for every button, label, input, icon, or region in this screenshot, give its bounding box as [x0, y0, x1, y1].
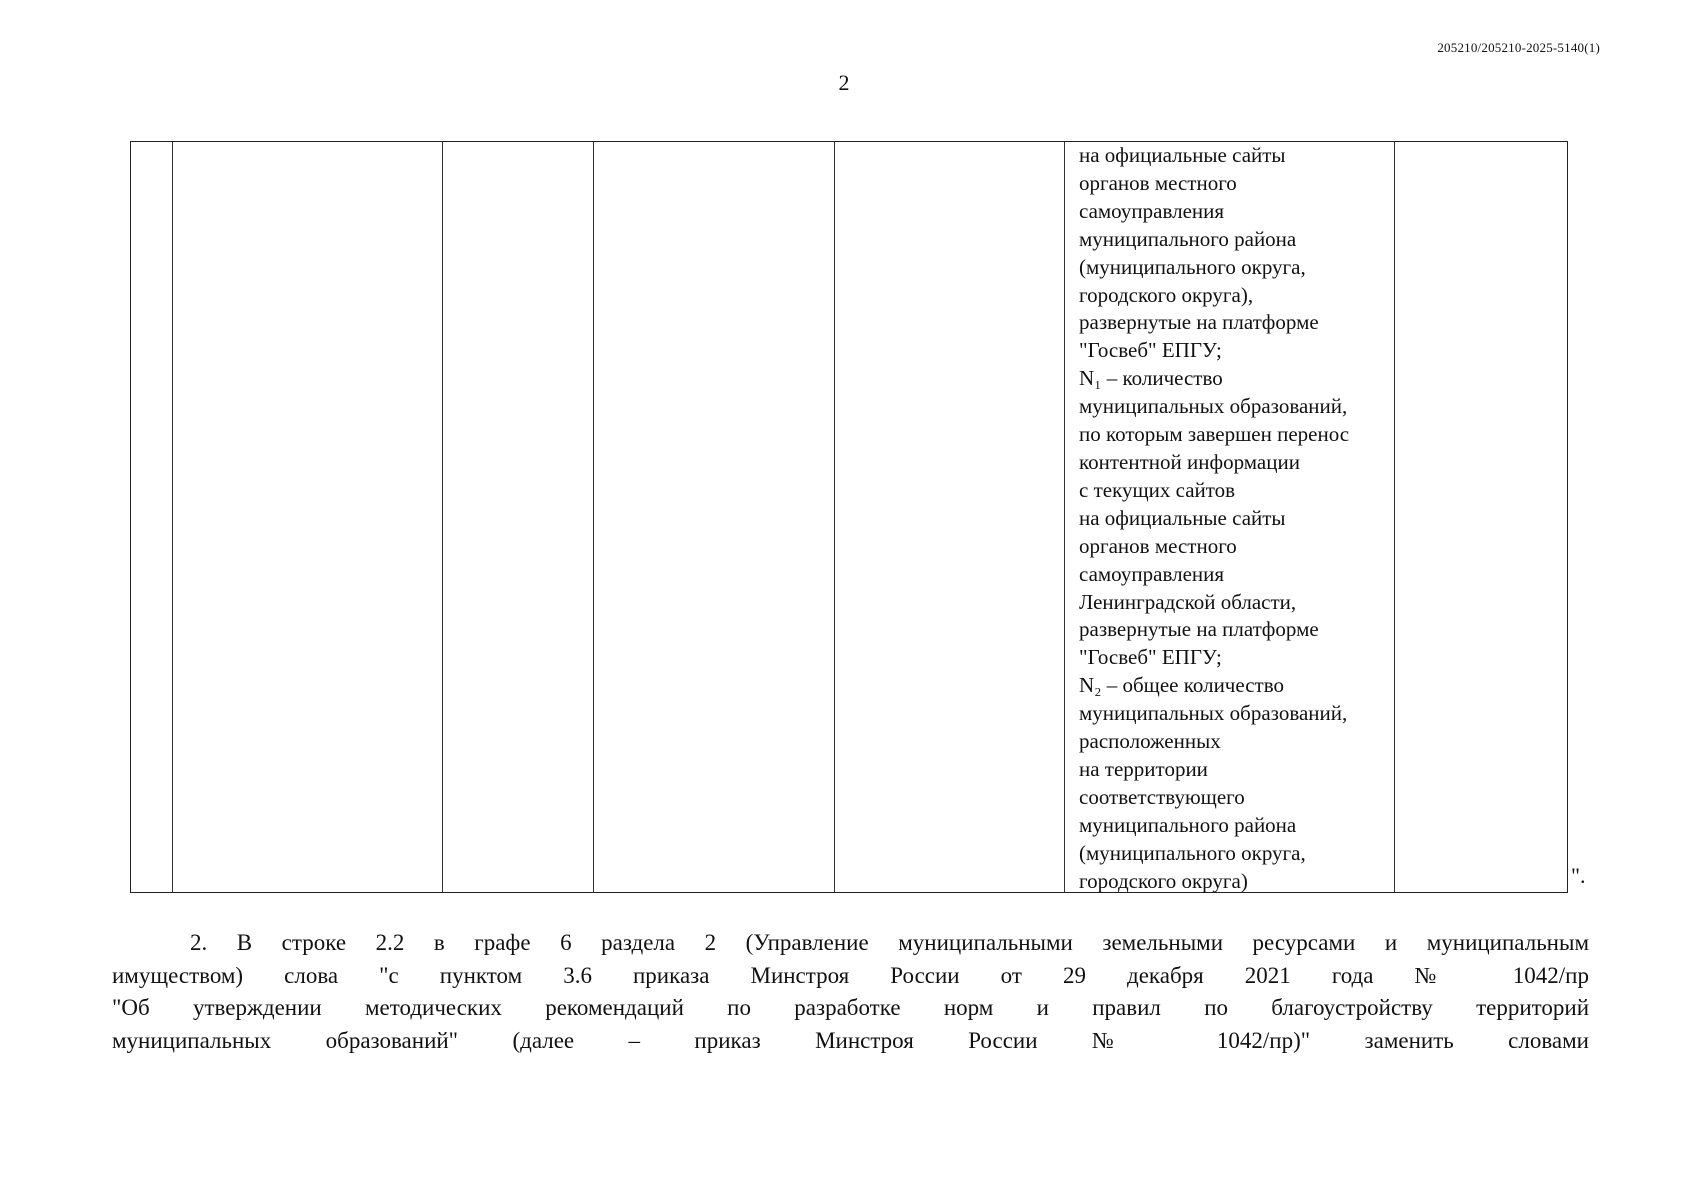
cell-text-line: городского округа) [1079, 868, 1248, 893]
table-column-divider [1394, 142, 1395, 892]
paragraph-line: 2. В строке 2.2 в графе 6 раздела 2 (Управление муниципальными земельными ресурсами и муниципальным [190, 930, 1589, 955]
cell-text-line: Ленинградской области, [1079, 589, 1297, 614]
cell-text-line: самоуправления [1079, 198, 1225, 223]
page-number: 2 [838, 70, 850, 95]
document-id: 205210/205210-2025-5140(1) [1437, 40, 1600, 55]
cell-text-line: муниципального района [1079, 226, 1297, 251]
table-column-divider [442, 142, 443, 892]
cell-text-line: на территории [1079, 756, 1208, 781]
cell-text-line: (муниципального округа, [1079, 254, 1306, 279]
cell-text-line: муниципальных образований, [1079, 701, 1348, 726]
cell-text-line: органов местного [1079, 170, 1237, 195]
table-column-divider [834, 142, 835, 892]
cell-text-line: муниципальных образований, [1079, 394, 1348, 419]
amendment-paragraph [112, 927, 1589, 1057]
cell-text-line: с текущих сайтов [1079, 477, 1236, 502]
cell-text-line: органов местного [1079, 533, 1237, 558]
paragraph-line: имуществом) слова "с пунктом 3.6 приказа Минстроя России от 29 декабря 2021 года № 1042/пр [112, 962, 1589, 988]
paragraph-line: "Об утверждении методических рекомендаций по разработке норм и правил по благоустройству территорий [112, 995, 1589, 1020]
cell-text-line: N₂ – общее количество [1079, 673, 1284, 698]
cell-text-line: на официальные сайты [1079, 143, 1286, 167]
cell-text-line: расположенных [1079, 729, 1221, 754]
cell-text-line: развернутые на платформе [1079, 617, 1319, 642]
table-cell-formula-description [1071, 142, 1391, 895]
cell-text-line: (муниципального округа, [1079, 840, 1306, 865]
cell-text-line: развернутые на платформе [1079, 310, 1319, 335]
cell-text-line: N₁ – количество [1079, 366, 1223, 391]
closing-quote-mark: ". [1571, 863, 1586, 888]
cell-text-line: соответствующего [1079, 784, 1245, 809]
continuation-table [130, 141, 1568, 893]
table-column-divider [593, 142, 594, 892]
cell-text-line: на официальные сайты [1079, 505, 1286, 530]
cell-text-line: по которым завершен перенос [1079, 422, 1350, 447]
table-column-divider [1064, 142, 1065, 892]
cell-text-line: "Госвеб" ЕПГУ; [1079, 645, 1222, 670]
cell-text-line: контентной информации [1079, 449, 1300, 474]
cell-text-line: самоуправления [1079, 561, 1225, 586]
cell-text-line: городского округа), [1079, 282, 1254, 307]
paragraph-line: муниципальных образований" (далее – приказ Минстроя России № 1042/пр)" заменить словами [112, 1027, 1589, 1053]
cell-text-line: муниципального района [1079, 812, 1297, 837]
table-column-divider [172, 142, 173, 892]
cell-text-line: "Госвеб" ЕПГУ; [1079, 338, 1222, 363]
